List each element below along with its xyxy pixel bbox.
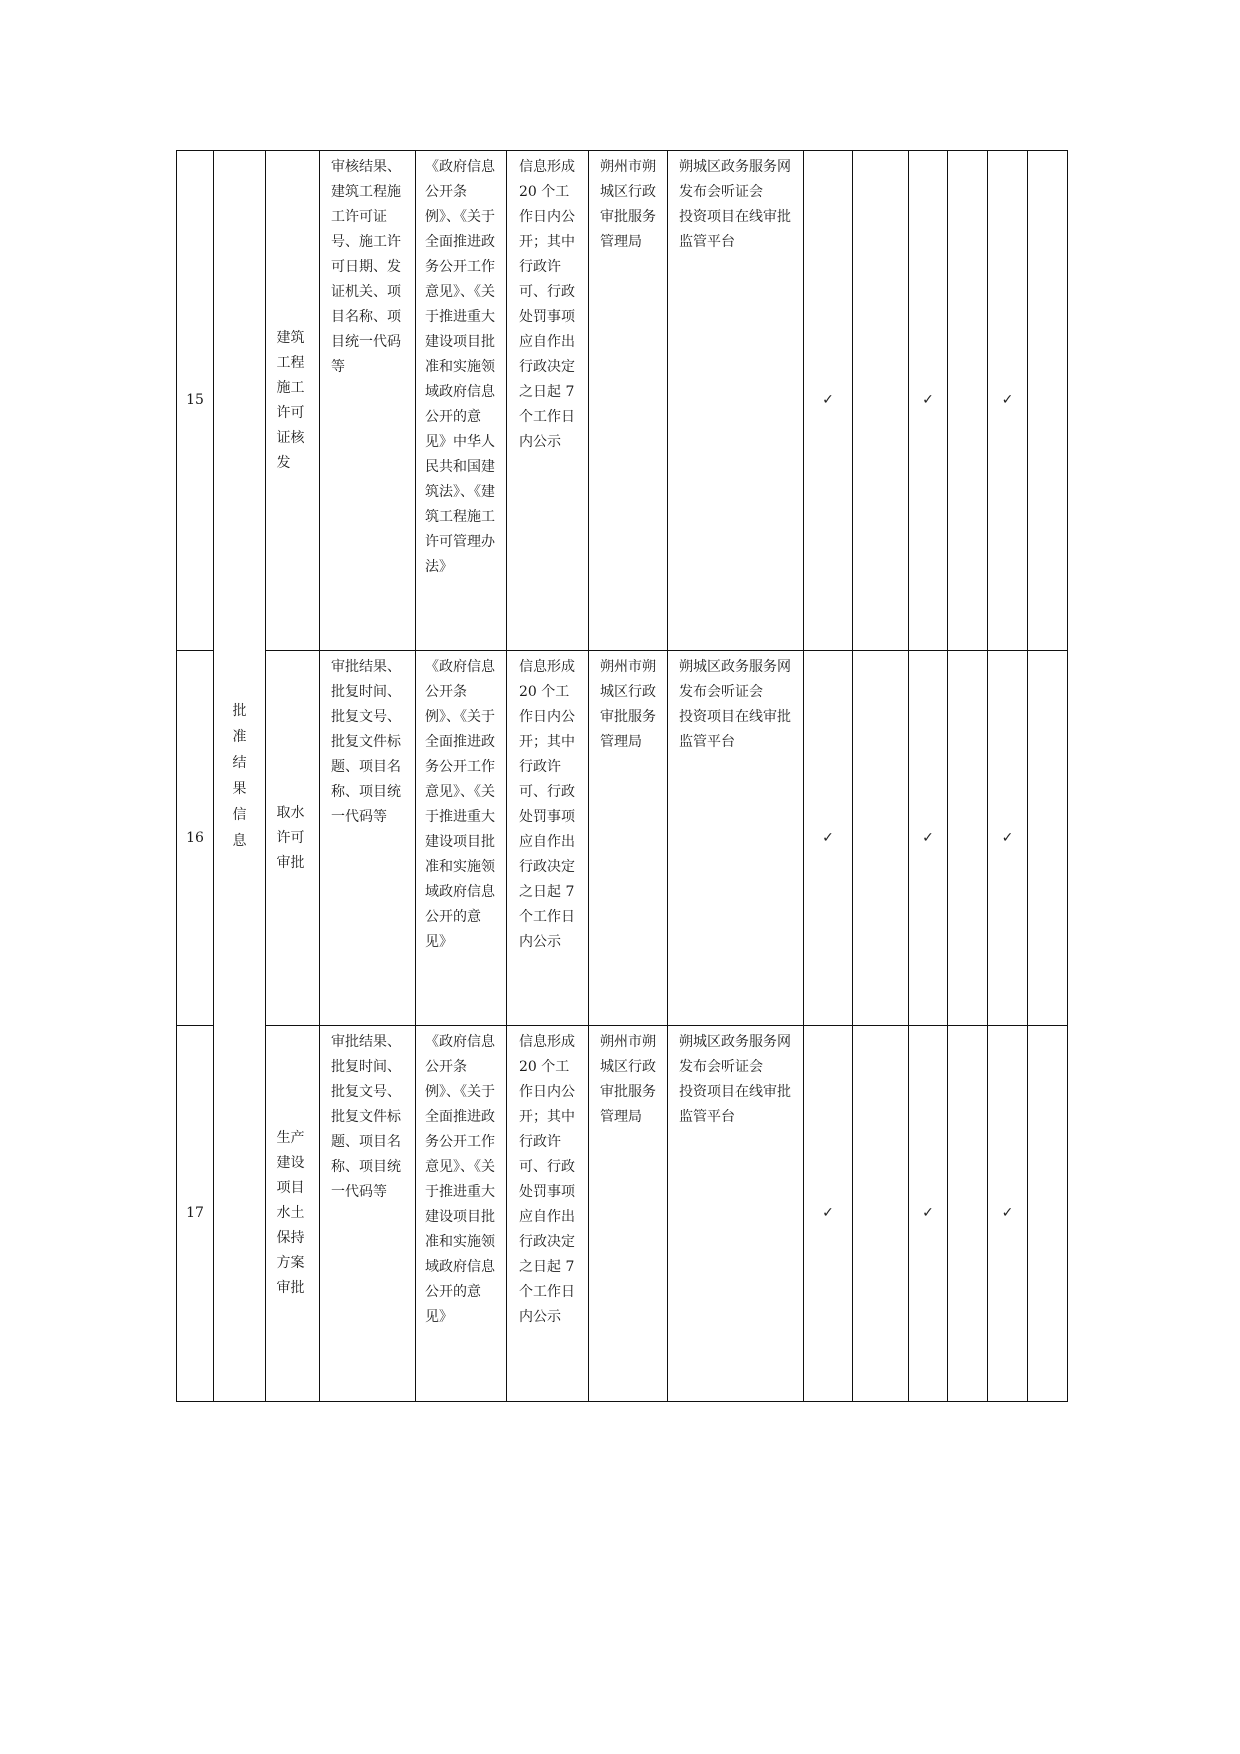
item-cell	[266, 151, 320, 651]
check-cell	[853, 151, 909, 651]
checkmark-icon: ✓	[822, 1205, 834, 1221]
checkmark-icon: ✓	[922, 392, 934, 408]
channel-text: 朔城区政务服务网 发布会听证会 投资项目在线审批监管平台	[679, 1034, 791, 1125]
row-number: 16	[177, 651, 214, 1026]
check-cell	[909, 651, 948, 1026]
channel-text: 朔城区政务服务网 发布会听证会 投资项目在线审批监管平台	[679, 659, 791, 750]
check-cell	[804, 651, 853, 1026]
checkmark-icon: ✓	[822, 392, 834, 408]
table-row	[177, 1026, 1068, 1402]
channel-cell	[668, 1026, 804, 1402]
disclosure-table	[176, 150, 1068, 1402]
basis-cell	[416, 651, 507, 1026]
check-cell	[1028, 651, 1068, 1026]
basis-cell	[416, 1026, 507, 1402]
item-name: 生产建设项目水土保持方案审批	[276, 1130, 305, 1296]
basis-text: 《政府信息公开条例》、《关于全面推进政务公开工作意见》、《关于推进重大建设项目批准和实施领域政府信息公开的意见》	[425, 659, 495, 950]
subject-text: 朔州市朔城区行政审批服务管理局	[600, 1034, 656, 1125]
check-cell	[948, 651, 988, 1026]
check-cell	[988, 1026, 1028, 1402]
check-cell	[948, 151, 988, 651]
check-cell	[1028, 1026, 1068, 1402]
subject-cell	[589, 651, 668, 1026]
checkmark-icon: ✓	[922, 829, 934, 846]
subject-cell	[589, 151, 668, 651]
check-cell	[988, 151, 1028, 651]
category-label: 批准结果信息	[232, 703, 247, 849]
check-cell	[853, 1026, 909, 1402]
category-cell	[214, 151, 266, 1402]
channel-cell	[668, 651, 804, 1026]
content-text: 审批结果、批复时间、批复文号、批复文件标题、项目名称、项目统一代码等	[331, 659, 401, 825]
checkmark-icon: ✓	[1001, 829, 1014, 846]
check-cell	[1028, 151, 1068, 651]
row-number: 17	[177, 1026, 214, 1402]
item-name: 取水许可审批	[276, 804, 305, 871]
check-cell	[909, 1026, 948, 1402]
checkmark-icon: ✓	[1001, 1205, 1014, 1221]
check-cell	[853, 651, 909, 1026]
content-cell	[320, 651, 416, 1026]
time-limit-cell	[507, 1026, 589, 1402]
check-cell	[909, 151, 948, 651]
checkmark-icon: ✓	[922, 1205, 934, 1221]
channel-cell	[668, 151, 804, 651]
content-text: 审批结果、批复时间、批复文号、批复文件标题、项目名称、项目统一代码等	[331, 1034, 401, 1200]
checkmark-icon: ✓	[822, 829, 834, 846]
subject-text: 朔州市朔城区行政审批服务管理局	[600, 159, 656, 250]
time-limit-text: 信息形成 20 个工作日内公开；其中行政许可、行政处罚事项应自作出行政决定之日起 7 个工作日内公示	[519, 1034, 575, 1325]
row-number: 15	[177, 151, 214, 651]
basis-text: 《政府信息公开条例》、《关于全面推进政务公开工作意见》、《关于推进重大建设项目批准和实施领域政府信息公开的意见》	[425, 1034, 495, 1325]
content-text: 审核结果、建筑工程施工许可证号、施工许可日期、发证机关、项目名称、项目统一代码等	[331, 159, 401, 375]
subject-cell	[589, 1026, 668, 1402]
basis-text: 《政府信息公开条例》、《关于全面推进政务公开工作意见》、《关于推进重大建设项目批准和实施领域政府信息公开的意见》中华人民共和国建筑法》、《建筑工程施工许可管理办法》	[425, 159, 495, 575]
time-limit-text: 信息形成 20 个工作日内公开；其中行政许可、行政处罚事项应自作出行政决定之日起 7 个工作日内公示	[519, 659, 575, 950]
checkmark-icon: ✓	[1001, 392, 1014, 408]
table-row	[177, 151, 1068, 651]
subject-text: 朔州市朔城区行政审批服务管理局	[600, 659, 656, 750]
item-cell	[266, 1026, 320, 1402]
time-limit-cell	[507, 651, 589, 1026]
channel-text: 朔城区政务服务网 发布会听证会 投资项目在线审批监管平台	[679, 159, 791, 250]
check-cell	[804, 1026, 853, 1402]
check-cell	[988, 651, 1028, 1026]
check-cell	[948, 1026, 988, 1402]
time-limit-text: 信息形成 20 个工作日内公开；其中行政许可、行政处罚事项应自作出行政决定之日起 7 个工作日内公示	[519, 159, 575, 450]
table-row	[177, 651, 1068, 1026]
content-cell	[320, 1026, 416, 1402]
basis-cell	[416, 151, 507, 651]
content-cell	[320, 151, 416, 651]
time-limit-cell	[507, 151, 589, 651]
item-name: 建筑工程施工许可证核发	[276, 329, 305, 471]
check-cell	[804, 151, 853, 651]
item-cell	[266, 651, 320, 1026]
